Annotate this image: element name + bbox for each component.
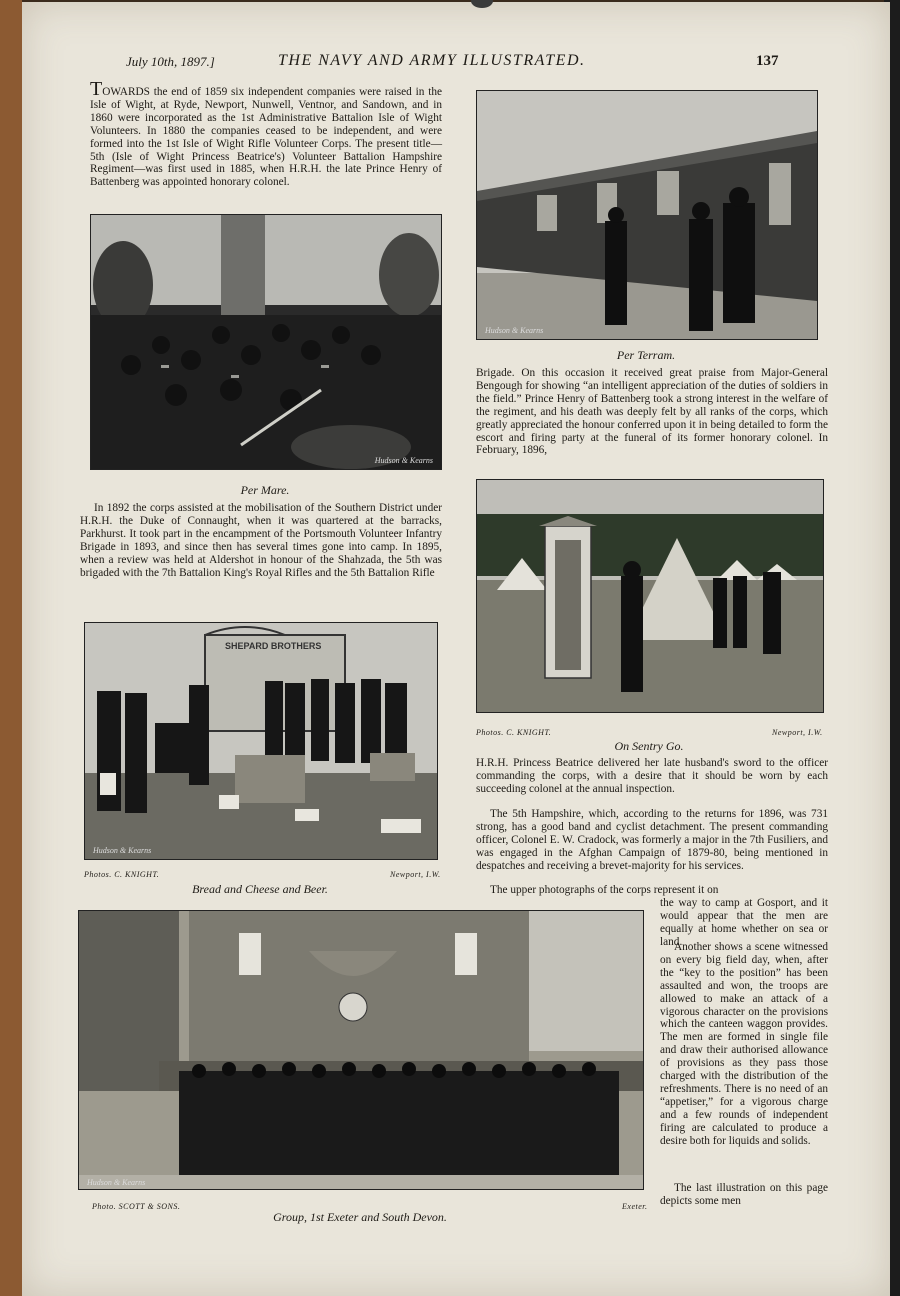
page-edge-left xyxy=(0,0,22,1296)
paragraph-another-scene: Another shows a scene witnessed on every big field day, when, after the “key to the position” has been assaulted and won, the troops are allowed to make an attack of a vigorous character on the provisions which the canteen waggon provides. The men are formed in single file and draw their authorised allowance of provisions as they pass those charged with the distribution of the refreshments. There is no need of an “appetiser,” for a vigorous charge and a few rounds of independent firing are calculated to produce a desire both for liquids and solids. xyxy=(660,941,828,1147)
photo-on-sentry-go xyxy=(476,479,824,713)
credit-group-left: Photo. SCOTT & SONS. xyxy=(92,1202,181,1211)
page-header xyxy=(22,52,890,76)
paragraph-last-illustration: The last illustration on this page depicts some men xyxy=(660,1182,828,1207)
credit-bread-left: Photos. C. KNIGHT. xyxy=(84,870,160,879)
caption-on-sentry-go: On Sentry Go. xyxy=(614,739,684,753)
paragraph-upper-photos: The upper photographs of the corps represent it on xyxy=(490,884,719,896)
photo-group-exeter xyxy=(78,910,644,1190)
caption-per-terram: Per Terram. xyxy=(616,348,676,362)
paragraph-brigade: Brigade. On this occasion it received great praise from Major-General Bengough for showing “an intelligent appreciation of the duties of soldiers in the field.” Prince Henry of Battenberg took a strong interest in the welfare of the regiment, and his death was deeply felt by all ranks of the corps, which greatly appreciated the honour conferred upon it in being detailed to form the escort and firing party at the funeral of its former honorary colonel. In February, 1896, xyxy=(476,367,828,457)
drop-cap: T xyxy=(90,78,103,100)
binding-hole xyxy=(471,0,493,8)
magazine-page xyxy=(22,2,890,1296)
paragraph-beatrice: H.R.H. Princess Beatrice delivered her late husband's sword to the officer commanding the corps, with a desire that it should be worn by each succeeding colonel at the annual inspection. xyxy=(476,757,828,795)
photo-per-mare xyxy=(90,214,442,470)
intro-text: OWARDS the end of 1859 six independent companies were raised in the Isle of Wight, at Ryde, Newport, Nunwell, Ventnor, and Sandown, and in 1860 were incorporated as the 1st Administrative Battalion Isle of Wight Volunteers. In 1880 the companies ceased to be independent, and were formed into the 1st Isle of Wight Rifle Volunteer Corps. The present title—5th (Isle of Wight Princess Beatrice's) Volunteer Battalion Hampshire Regiment—was first used in 1885, when H.R.H. the late Prince Henry of Battenberg was appointed honorary colonel. xyxy=(90,86,442,189)
photo-imprint: Hudson & Kearns xyxy=(485,326,544,335)
issue-date: July 10th, 1897.] xyxy=(126,54,215,69)
caption-bread-cheese-beer: Bread and Cheese and Beer. xyxy=(192,882,328,896)
page-number: 137 xyxy=(756,53,779,69)
photo-bread-cheese-beer xyxy=(84,622,438,860)
intro-paragraph xyxy=(90,78,442,189)
credit-sentry-left: Photos. C. KNIGHT. xyxy=(476,728,552,737)
paragraph-hampshire: The 5th Hampshire, which, according to the returns for 1896, was 731 strong, has a good band and cyclist detachment. The present commanding officer, Colonel E. W. Cradock, was formerly a major in the 7th Fusiliers, and was engaged in the Afghan Campaign of 1879-80, being mentioned in despatches and receiving a brevet-majority for his services. xyxy=(476,808,828,872)
paragraph-1892: In 1892 the corps assisted at the mobilisation of the Southern District under H.R.H. the Duke of Connaught, when it was quartered at the barracks, Parkhurst. It took part in the encampment of the Portsmouth Volunteer Infantry Brigade in 1893, and since then has several times gone into camp. In 1895, when a review was held at Aldershot in honour of the Shahzada, the 5th was brigaded with the 7th Battalion King's Royal Rifles and the 5th Battalion Rifle xyxy=(80,502,442,579)
caption-group-exeter: Group, 1st Exeter and South Devon. xyxy=(273,1210,447,1224)
photo-imprint: Hudson & Kearns xyxy=(374,456,433,465)
photo-imprint: Hudson & Kearns xyxy=(93,846,152,855)
publication-title: THE NAVY AND ARMY ILLUSTRATED. xyxy=(278,52,586,69)
caption-per-mare: Per Mare. xyxy=(240,483,290,497)
credit-bread-right: Newport, I.W. xyxy=(390,870,441,879)
photo-imprint: Hudson & Kearns xyxy=(87,1178,146,1187)
credit-group-right: Exeter. xyxy=(622,1202,648,1211)
credit-sentry-right: Newport, I.W. xyxy=(772,728,823,737)
photo-per-terram xyxy=(476,90,818,340)
waggon-lettering: SHEPARD BROTHERS xyxy=(225,641,322,651)
paragraph-upper-photos-cont: the way to camp at Gosport, and it would appear that the men are equally at home whether on sea or land. xyxy=(660,897,828,948)
